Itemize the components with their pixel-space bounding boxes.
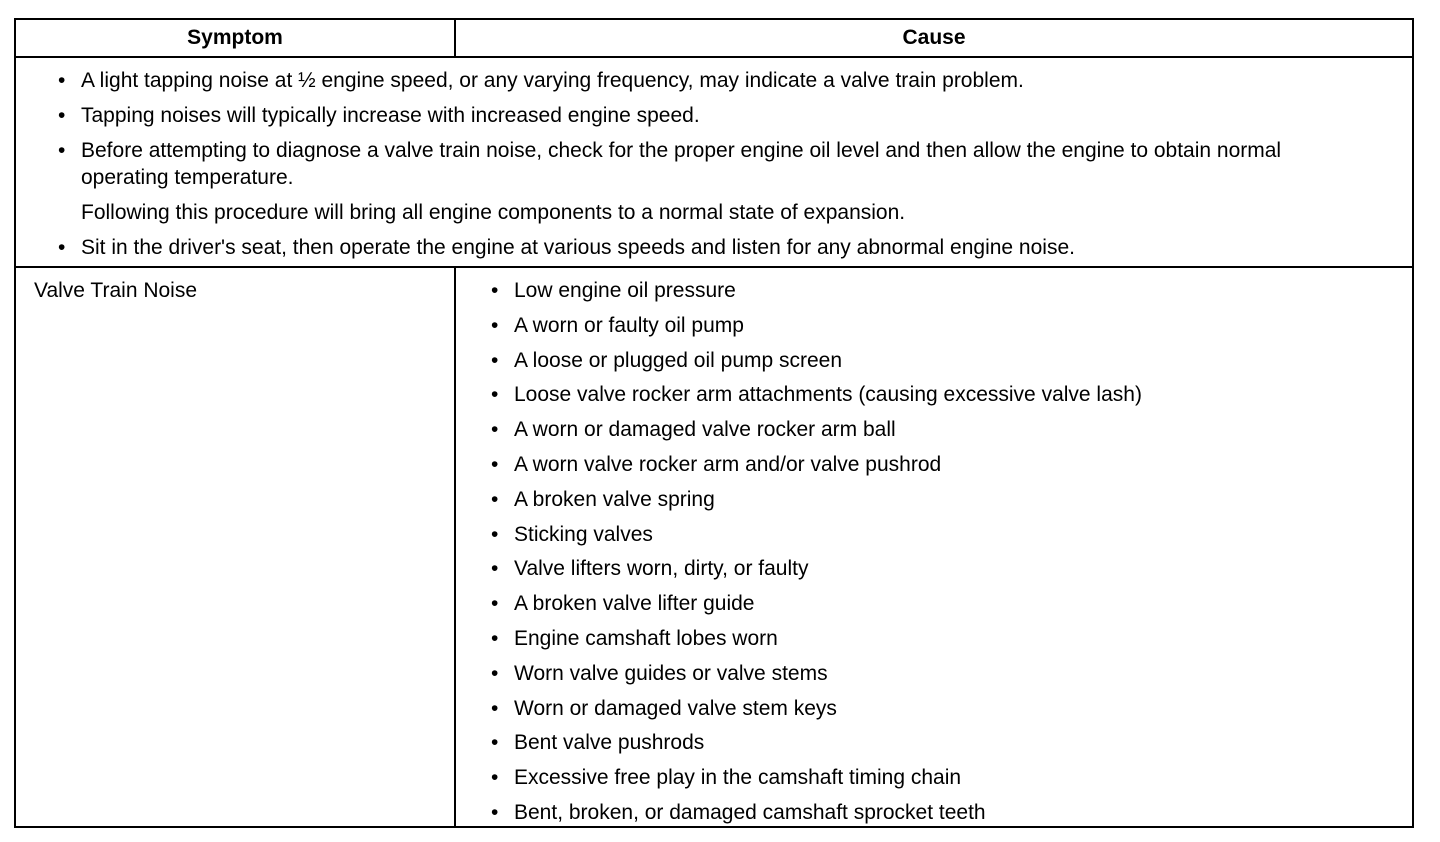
bullet-icon: • [491, 522, 499, 546]
note-subtext: Following this procedure will bring all engine components to a normal state of expansion. [81, 201, 906, 224]
bullet-icon: • [491, 696, 499, 720]
cause-text: Excessive free play in the camshaft timing chain [514, 766, 962, 790]
cause-item [456, 695, 1412, 722]
cause-item [456, 555, 1412, 582]
bullet-icon: • [491, 383, 499, 407]
bullet-icon: • [491, 626, 499, 650]
table-row [16, 268, 1412, 826]
cause-item [456, 416, 1412, 443]
table-header-row [16, 20, 1412, 58]
symptom-column-header: Symptom [16, 20, 456, 56]
cause-list [456, 277, 1412, 834]
bullet-icon: • [491, 452, 499, 476]
cause-item [456, 799, 1412, 826]
notes-list [16, 67, 1412, 269]
cause-item [456, 764, 1412, 791]
cause-item [456, 451, 1412, 478]
cause-item [456, 486, 1412, 513]
symptom-cell [16, 268, 456, 826]
bullet-icon: • [491, 279, 499, 302]
cause-item [456, 521, 1412, 548]
bullet-icon: • [491, 557, 499, 581]
bullet-icon: • [491, 661, 499, 685]
cause-text: Worn valve guides or valve stems [514, 661, 828, 685]
diagnostic-table [14, 18, 1414, 828]
note-text: Before attempting to diagnose a valve train noise, check for the proper engine oil level and then allow the engine to obtain normal operating temperature. [81, 139, 1282, 189]
cause-item [456, 381, 1412, 408]
note-item [16, 67, 1412, 94]
bullet-icon: • [491, 313, 499, 337]
bullet-icon: • [58, 69, 66, 92]
cause-text: Sticking valves [514, 522, 653, 546]
cause-text: A worn valve rocker arm and/or valve pushrod [514, 452, 942, 476]
bullet-icon: • [58, 139, 66, 162]
cause-text: A broken valve spring [514, 487, 715, 511]
cause-column-header: Cause [902, 26, 966, 49]
cause-text: A loose or plugged oil pump screen [514, 348, 843, 372]
note-item [16, 102, 1412, 129]
cause-item [456, 277, 1412, 304]
cause-text: A broken valve lifter guide [514, 592, 755, 616]
note-text: Tapping noises will typically increase with increased engine speed. [81, 104, 700, 127]
bullet-icon: • [491, 418, 499, 442]
cause-item [456, 590, 1412, 617]
cause-item [456, 660, 1412, 687]
cause-text: Low engine oil pressure [514, 279, 736, 302]
cause-text: A worn or faulty oil pump [514, 313, 744, 337]
bullet-icon: • [58, 104, 66, 127]
bullet-icon: • [491, 766, 499, 790]
bullet-icon: • [491, 487, 499, 511]
bullet-icon: • [491, 800, 499, 824]
bullet-icon: • [491, 348, 499, 372]
cause-cell [456, 268, 1412, 826]
bullet-icon: • [491, 592, 499, 616]
note-item [16, 137, 1412, 226]
cause-text: Valve lifters worn, dirty, or faulty [514, 557, 809, 581]
bullet-icon: • [491, 731, 499, 755]
note-item [16, 234, 1412, 261]
cause-item [456, 625, 1412, 652]
cause-text: Engine camshaft lobes worn [514, 626, 778, 650]
cause-item [456, 312, 1412, 339]
note-text: A light tapping noise at ½ engine speed, or any varying frequency, may indicate a valve train problem. [81, 69, 1024, 92]
notes-row [16, 58, 1412, 268]
cause-text: Bent, broken, or damaged camshaft sprocket teeth [514, 800, 986, 824]
cause-text: Loose valve rocker arm attachments (causing excessive valve lash) [514, 383, 1142, 407]
symptom-text: Valve Train Noise [34, 279, 198, 302]
cause-text: A worn or damaged valve rocker arm ball [514, 418, 896, 442]
note-text: Sit in the driver's seat, then operate the engine at various speeds and listen for any abnormal engine noise. [81, 236, 1075, 259]
cause-text: Worn or damaged valve stem keys [514, 696, 837, 720]
bullet-icon: • [58, 236, 66, 259]
cause-text: Bent valve pushrods [514, 731, 705, 755]
cause-item [456, 347, 1412, 374]
cause-item [456, 729, 1412, 756]
